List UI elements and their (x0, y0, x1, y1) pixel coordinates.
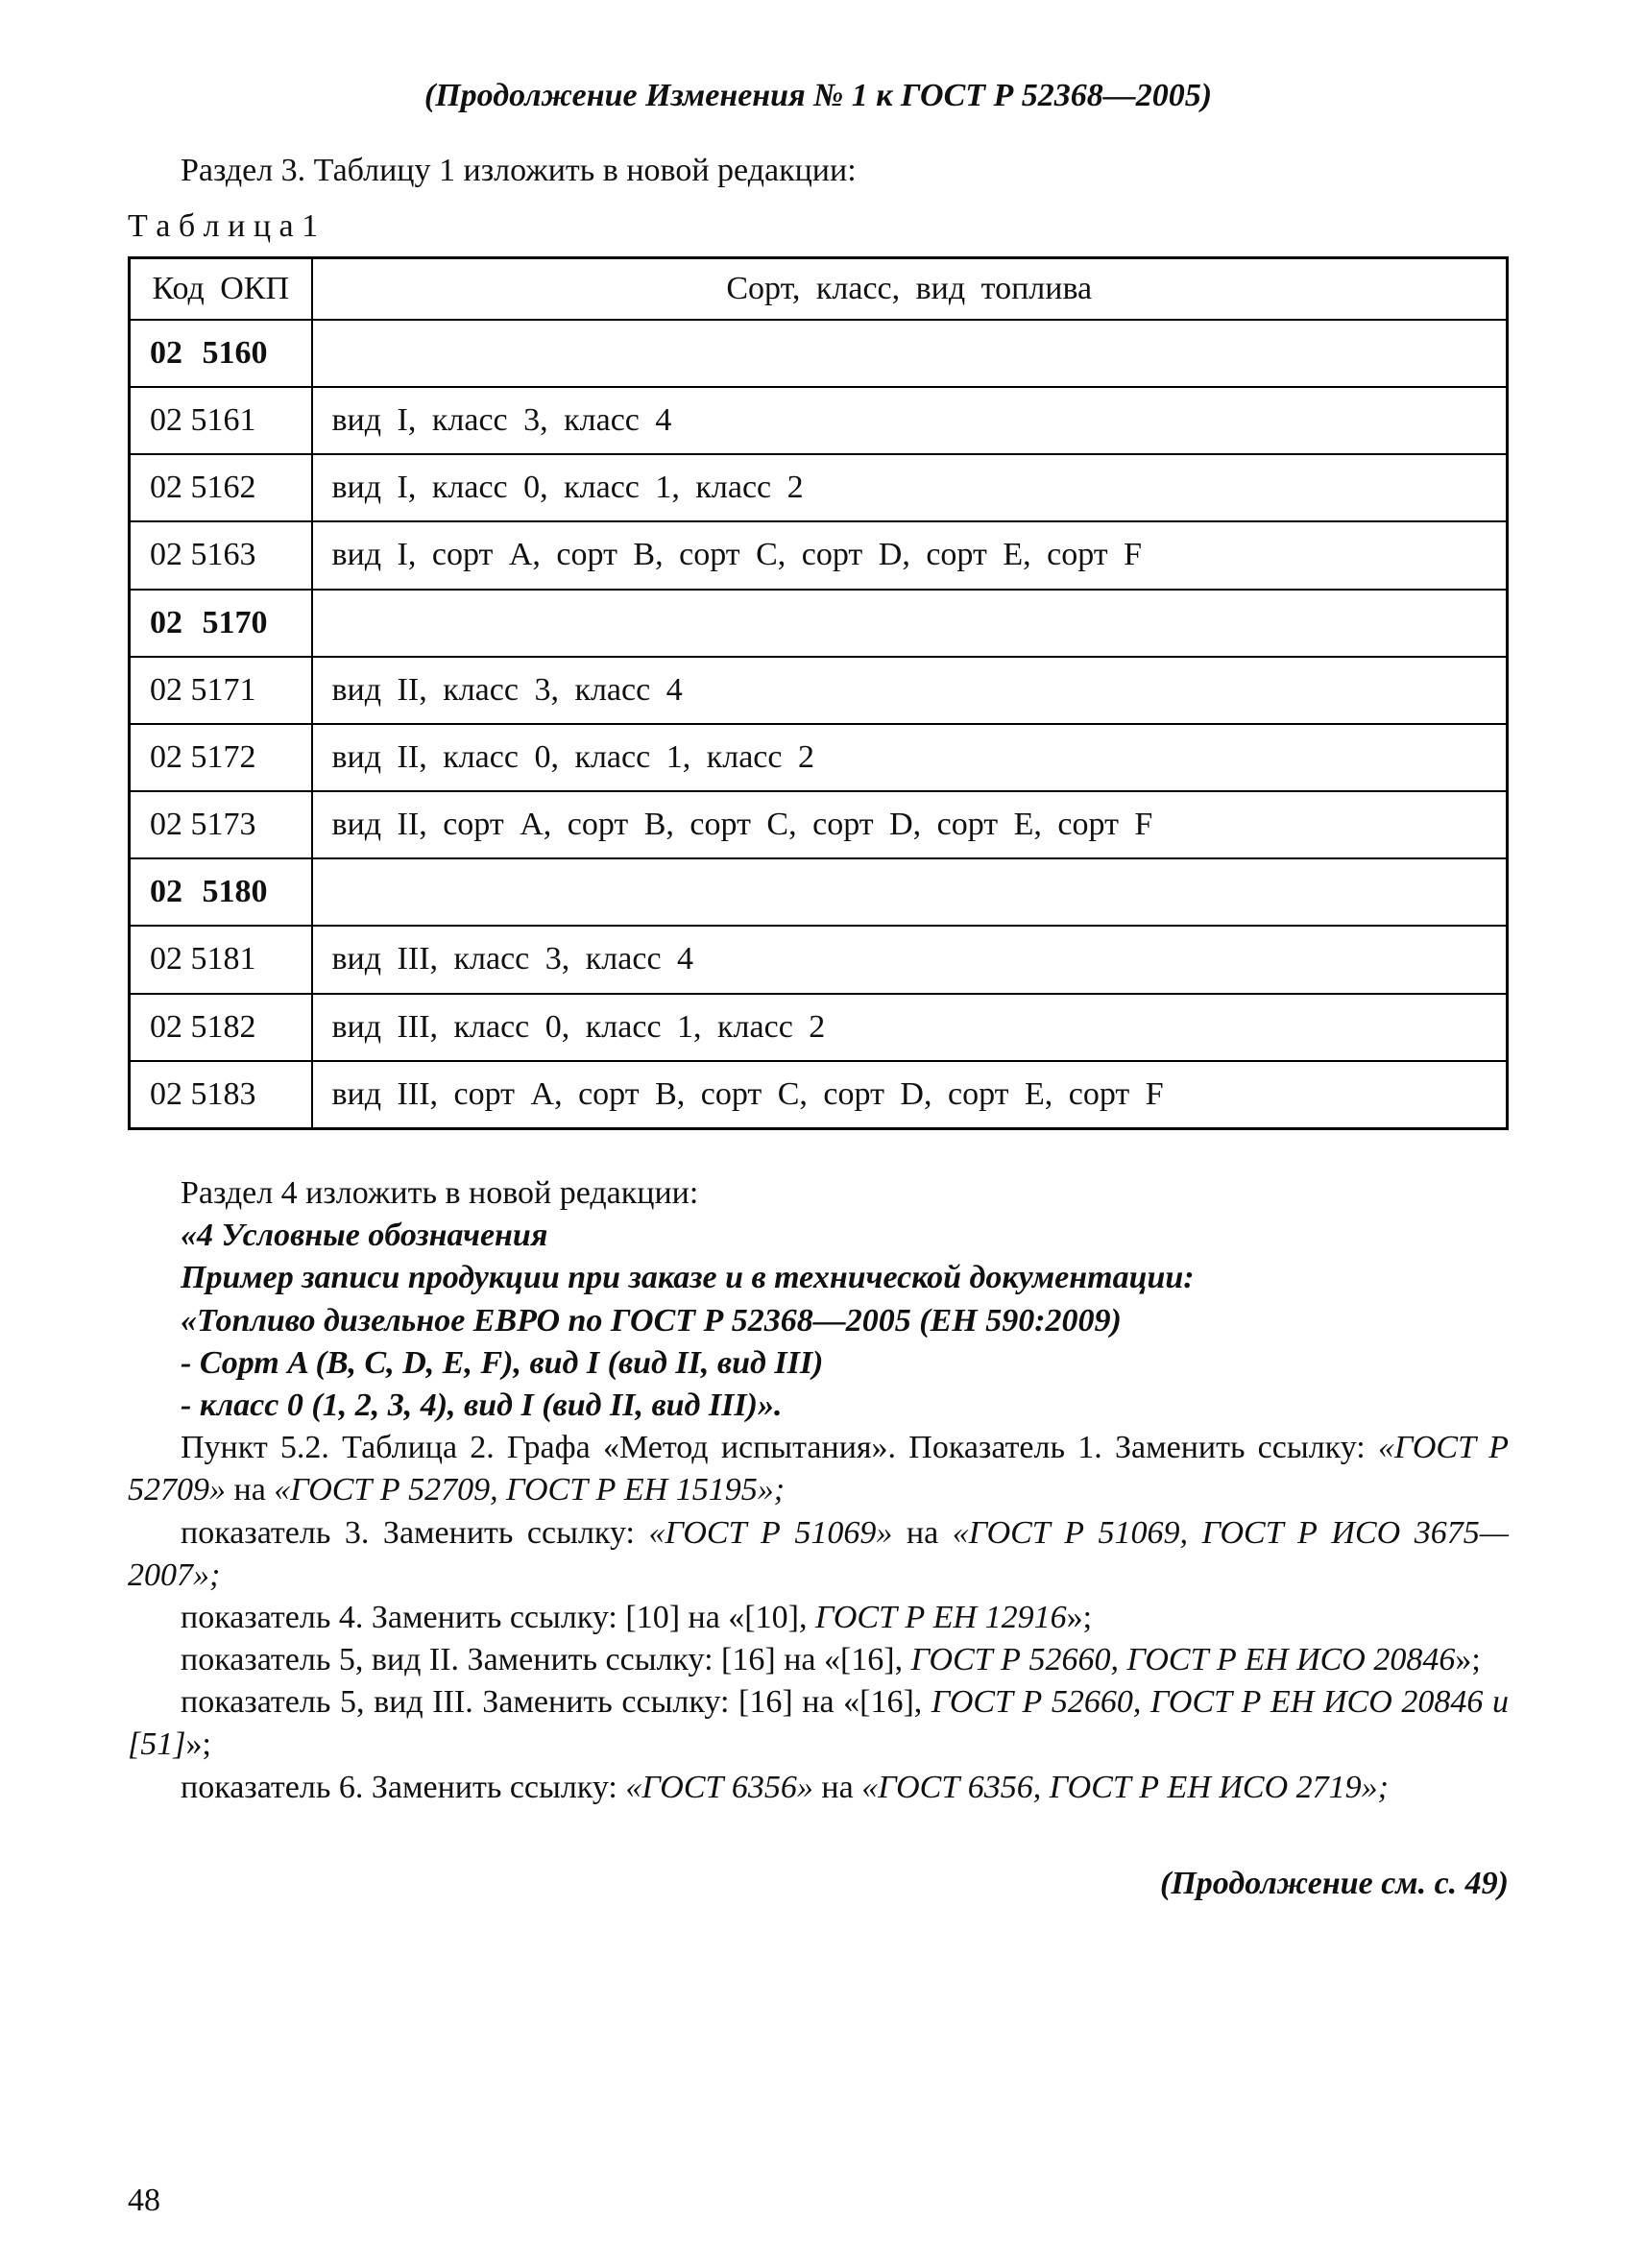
text-run: »; (185, 1726, 211, 1763)
table-row (130, 858, 1508, 926)
amendment-paragraph-3 (128, 1597, 1509, 1639)
desc-cell: вид III, класс 3, класс 4 (312, 926, 1508, 993)
code-cell: 02 5183 (130, 1061, 312, 1129)
gost-reference: «ГОСТ Р 52709» (128, 1430, 1509, 1508)
text-run: показатель 6. Заменить ссылку: (181, 1769, 626, 1805)
code-cell: 02 5182 (130, 994, 312, 1061)
desc-cell: вид I, сорт A, сорт B, сорт C, сорт D, сорт E, сорт F (312, 521, 1508, 589)
okp-table (128, 256, 1509, 1130)
amendment-paragraph-6 (128, 1767, 1509, 1809)
table-row (130, 791, 1508, 858)
gost-reference: «ГОСТ Р 51069, ГОСТ Р ИСО 3675—2007»; (128, 1514, 1509, 1593)
table-row (130, 454, 1508, 521)
amendment-paragraph-5 (128, 1681, 1509, 1766)
table-row (130, 590, 1508, 657)
table-row (130, 320, 1508, 387)
desc-cell: вид II, класс 0, класс 1, класс 2 (312, 724, 1508, 791)
gost-reference: ГОСТ Р 52660, ГОСТ Р ЕН ИСО 20846 (910, 1642, 1456, 1678)
desc-cell (312, 590, 1508, 657)
gost-reference: ГОСТ Р ЕН 12916 (814, 1599, 1067, 1635)
gost-reference: «ГОСТ 6356, ГОСТ Р ЕН ИСО 2719»; (861, 1769, 1389, 1805)
table-row (130, 994, 1508, 1061)
code-cell: 02 5161 (130, 387, 312, 454)
example-intro: Пример записи продукции при заказе и в технической документации: (181, 1260, 1195, 1296)
text-run: показатель 5, вид II. Заменить ссылку: [16] на «[16], (181, 1642, 911, 1678)
section3-intro: Раздел 3. Таблицу 1 изложить в новой редакции: (181, 153, 857, 189)
section4-intro: Раздел 4 изложить в новой редакции: (181, 1175, 699, 1211)
code-cell: 02 5171 (130, 657, 312, 724)
table-row (130, 1061, 1508, 1129)
text-run: на (226, 1472, 275, 1508)
table-header-fuel: Сорт, класс, вид топлива (312, 257, 1508, 320)
section4-heading: «4 Условные обозначения (181, 1218, 548, 1254)
gost-reference: «ГОСТ Р 52709, ГОСТ Р ЕН 15195»; (274, 1472, 786, 1508)
amendment-paragraph-4 (128, 1639, 1509, 1681)
text-run: »; (1455, 1642, 1481, 1678)
table-row (130, 521, 1508, 589)
desc-cell: вид III, сорт A, сорт B, сорт C, сорт D, сорт E, сорт F (312, 1061, 1508, 1129)
text-run: показатель 4. Заменить ссылку: [10] на «[10], (181, 1599, 815, 1635)
code-cell: 02 5172 (130, 724, 312, 791)
amendment-paragraph-2 (128, 1512, 1509, 1597)
table-row (130, 387, 1508, 454)
desc-cell (312, 858, 1508, 926)
code-cell: 02 5162 (130, 454, 312, 521)
desc-cell: вид II, сорт A, сорт B, сорт C, сорт D, сорт E, сорт F (312, 791, 1508, 858)
text-run: показатель 3. Заменить ссылку: (181, 1514, 649, 1551)
code-cell: 02 5180 (130, 858, 312, 926)
code-cell: 02 5173 (130, 791, 312, 858)
code-cell: 02 5160 (130, 320, 312, 387)
table-caption: Т а б л и ц а 1 (128, 208, 319, 245)
table-row (130, 724, 1508, 791)
table-header-code: Код ОКП (130, 257, 312, 320)
body-text (128, 1172, 1509, 1809)
footer-continuation-note: (Продолжение см. с. 49) (1160, 1865, 1509, 1901)
desc-cell: вид I, класс 0, класс 1, класс 2 (312, 454, 1508, 521)
example-line-2: - Сорт A (B, C, D, E, F), вид I (вид II, вид III) (181, 1344, 824, 1381)
text-run: на (892, 1514, 953, 1551)
desc-cell: вид II, класс 3, класс 4 (312, 657, 1508, 724)
example-line-3: - класс 0 (1, 2, 3, 4), вид I (вид II, вид III)». (181, 1387, 783, 1423)
code-cell: 02 5181 (130, 926, 312, 993)
gost-reference: ГОСТ Р 52660, ГОСТ Р ЕН ИСО 20846 и [51] (128, 1684, 1509, 1763)
code-cell: 02 5163 (130, 521, 312, 589)
table-header-row (130, 257, 1508, 320)
text-run: »; (1066, 1599, 1093, 1635)
running-header: (Продолжение Изменения № 1 к ГОСТ Р 52368—2005) (423, 78, 1213, 113)
desc-cell: вид III, класс 0, класс 1, класс 2 (312, 994, 1508, 1061)
page-number: 48 (128, 2182, 160, 2218)
desc-cell (312, 320, 1508, 387)
example-line-1: «Топливо дизельное ЕВРО по ГОСТ Р 52368—2005 (ЕН 590:2009) (181, 1302, 1122, 1339)
text-run: Пункт 5.2. Таблица 2. Графа «Метод испытания». Показатель 1. Заменить ссылку: (181, 1430, 1378, 1466)
code-cell: 02 5170 (130, 590, 312, 657)
text-run: показатель 5, вид III. Заменить ссылку: [16] на «[16], (181, 1684, 931, 1721)
desc-cell: вид I, класс 3, класс 4 (312, 387, 1508, 454)
table-row (130, 657, 1508, 724)
gost-reference: «ГОСТ Р 51069» (648, 1514, 893, 1551)
gost-reference: «ГОСТ 6356» (625, 1769, 813, 1805)
text-run: на (812, 1769, 862, 1805)
table-row (130, 926, 1508, 993)
amendment-paragraph-1 (128, 1427, 1509, 1511)
